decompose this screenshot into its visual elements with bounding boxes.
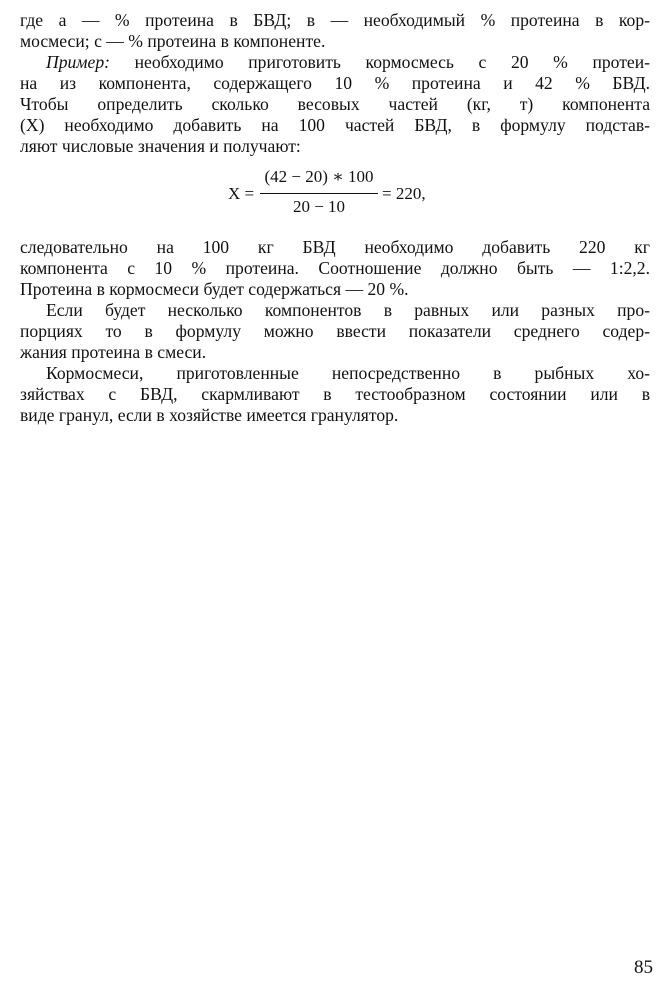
text-line: порциях то в формулу можно ввести показатели среднего содер-	[20, 321, 650, 341]
formula-numerator: (42 − 20) ∗ 100	[264, 167, 374, 186]
page-number: 85	[634, 957, 653, 978]
text-line: где а — % протеина в БВД; в — необходимый % протеина в кор-	[20, 10, 650, 30]
text-line: (X) необходимо добавить на 100 частей БВД, в формулу подстав-	[20, 115, 650, 135]
text-line: компонента с 10 % протеина. Соотношение должно быть — 1:2,2.	[20, 258, 650, 278]
text-line: мосмеси; с — % протеина в компоненте.	[20, 31, 326, 51]
formula-result: = 220,	[382, 184, 426, 203]
text-line: Протеина в кормосмеси будет содержаться — 20 %.	[20, 279, 409, 299]
formula-lhs: X =	[228, 184, 255, 203]
fraction-bar	[260, 193, 378, 194]
text-line: Если будет несколько компонентов в равных или разных про-	[46, 300, 650, 320]
text-line	[20, 52, 650, 73]
text-line: жания протеина в смеси.	[20, 342, 207, 362]
text-line: виде гранул, если в хозяйстве имеется гранулятор.	[20, 405, 399, 425]
formula	[20, 167, 650, 223]
text-line: следовательно на 100 кг БВД необходимо добавить 220 кг	[20, 237, 650, 257]
text-line: зяйствах с БВД, скармливают в тестообразном состоянии или в	[20, 384, 650, 404]
formula-denominator: 20 − 10	[292, 197, 346, 216]
text-line: Кормосмеси, приготовленные непосредственно в рыбных хо-	[46, 363, 650, 383]
text-line: на из компонента, содержащего 10 % протеина и 42 % БВД.	[20, 73, 650, 93]
text-fragment: необходимо приготовить кормосмесь с 20 % протеи-	[134, 52, 650, 72]
example-label: Пример:	[46, 52, 110, 72]
text-line: Чтобы определить сколько весовых частей (кг, т) компонента	[20, 94, 650, 114]
page-body	[20, 10, 650, 426]
text-line: ляют числовые значения и получают:	[20, 136, 301, 156]
